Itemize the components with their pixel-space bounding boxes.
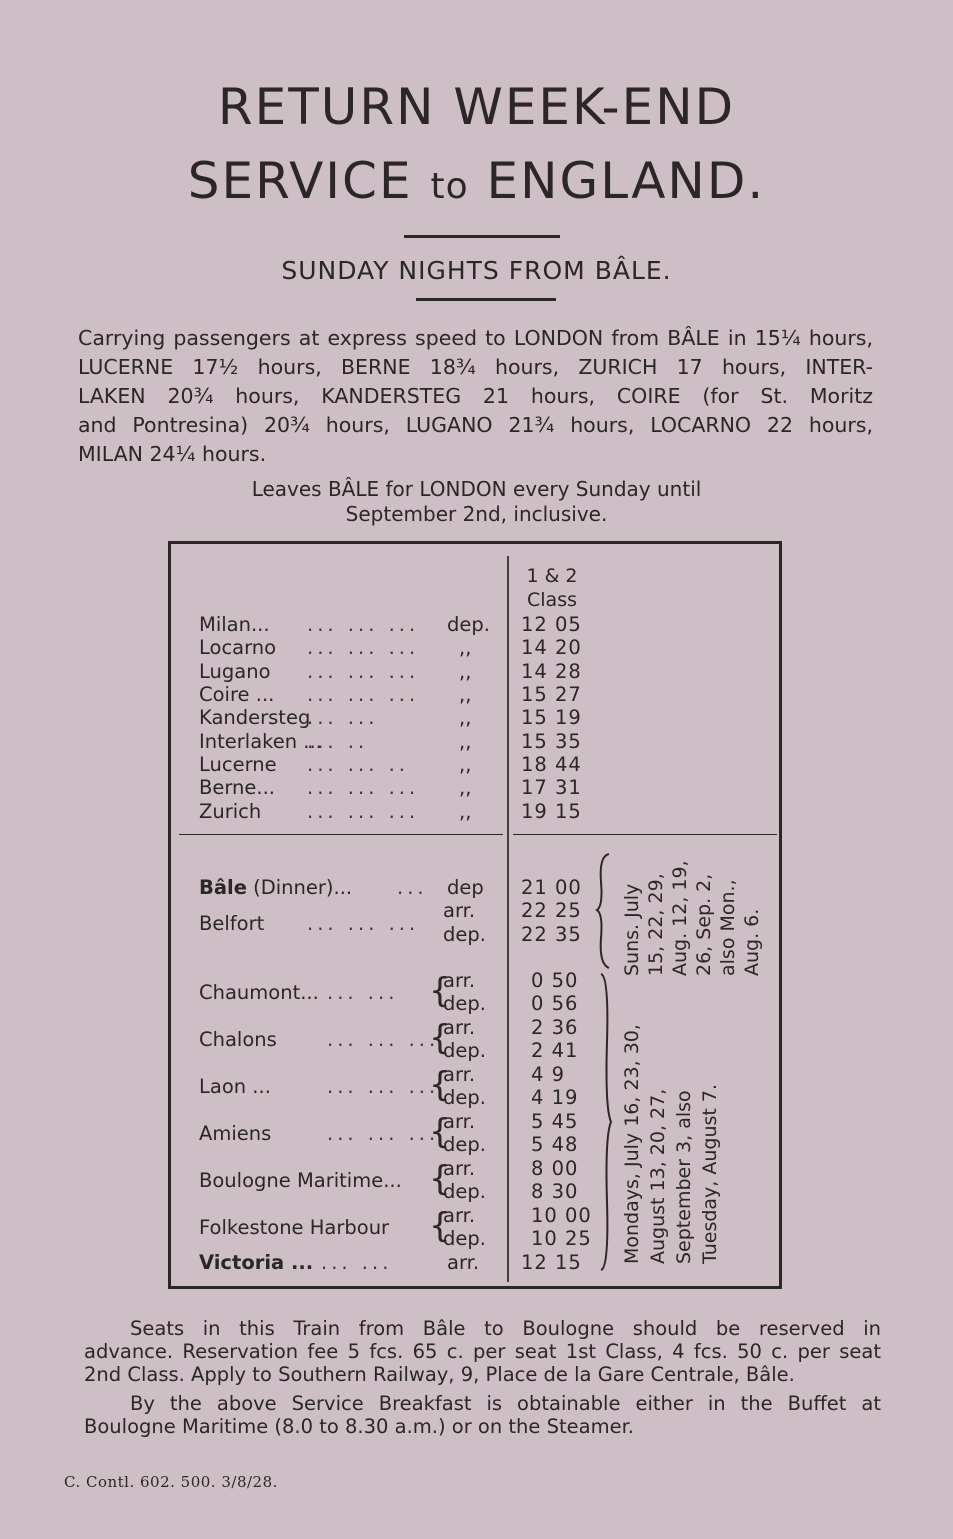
arr-dep-label: dep. — [447, 613, 490, 636]
footer-line: 2nd Class. Apply to Southern Railway, 9, Place de la Gare Centrale, Bâle. — [84, 1363, 795, 1386]
curly-bracket-upper — [595, 852, 615, 972]
row-brace-icon: { — [429, 1206, 451, 1246]
leader-dots: ... ... ... — [307, 636, 420, 659]
time-value: 15 27 — [521, 683, 582, 706]
time-value: 22 25 — [521, 899, 582, 922]
arr-dep-label: ,, — [459, 776, 472, 799]
arr-label: arr. — [443, 1063, 476, 1086]
note-lower-line: September 3, also — [673, 1090, 695, 1264]
station-name-bold: Bâle — [199, 876, 247, 899]
arr-dep-label: ,, — [459, 636, 472, 659]
dep-label: dep. — [443, 1039, 486, 1062]
row-brace-icon: { — [429, 1018, 451, 1058]
footer-line: By the above Service Breakfast is obtainable either in the Buffet at — [130, 1392, 881, 1415]
leader-dots: ... ... ... — [307, 800, 420, 823]
time-value: 15 19 — [521, 706, 582, 729]
intro-line: and Pontresina) 20¾ hours, LUGANO 21¾ hours, LOCARNO 22 hours, — [78, 413, 873, 437]
title-line-2 — [0, 152, 953, 210]
time-value: 5 45 — [531, 1110, 579, 1133]
arr-label: arr. — [443, 969, 476, 992]
row-brace-icon: { — [429, 1159, 451, 1199]
time-value: 12 15 — [521, 1251, 582, 1274]
time-value: 18 44 — [521, 753, 582, 776]
section-divider-left — [179, 834, 503, 835]
arr-label: arr. — [443, 899, 476, 922]
time-value: 5 48 — [531, 1133, 579, 1156]
time-value: 0 56 — [531, 992, 579, 1015]
leader-dots: ... — [397, 876, 428, 899]
title-line-2-part-a: SERVICE — [187, 152, 431, 210]
arr-label: arr. — [443, 1157, 476, 1180]
leaves-line-1: Leaves BÂLE for LONDON every Sunday until — [251, 477, 702, 501]
title-rule-top — [404, 235, 560, 238]
intro-paragraph — [78, 324, 873, 469]
leader-dots: ... ... ... — [307, 660, 420, 683]
footer-paragraph-2 — [84, 1392, 881, 1438]
title-line-2-part-b: to — [430, 166, 469, 207]
section-divider-right — [513, 834, 777, 835]
station-name: Interlaken ... — [199, 730, 322, 753]
station-name: Amiens — [199, 1122, 272, 1145]
note-lower-line: Tuesday, August 7. — [699, 1083, 721, 1264]
timetable-box — [168, 541, 782, 1289]
station-name: Chaumont... — [199, 981, 319, 1004]
arr-dep-label: ,, — [459, 730, 472, 753]
station-name: Milan... — [199, 613, 270, 636]
time-value: 21 00 — [521, 876, 582, 899]
row-brace-icon: { — [429, 1112, 451, 1152]
time-value: 19 15 — [521, 800, 582, 823]
leader-dots: ... ... ... — [307, 912, 420, 935]
note-lower-line: August 13, 20, 27, — [647, 1088, 669, 1264]
station-name: Chalons — [199, 1028, 277, 1051]
print-code: C. Contl. 602. 500. 3/8/28. — [64, 1473, 278, 1491]
class-header-line-1: 1 & 2 — [526, 565, 578, 587]
station-name: Berne... — [199, 776, 276, 799]
leader-dots: ... ... — [321, 1251, 393, 1274]
time-value: 8 30 — [531, 1180, 579, 1203]
leader-dots: ... ... — [307, 706, 379, 729]
station-name: Kandersteg — [199, 706, 311, 729]
class-header-line-2: Class — [527, 589, 577, 611]
arr-dep-label: ,, — [459, 800, 472, 823]
leader-dots: ... ... ... — [307, 683, 420, 706]
note-upper-line: Aug. 12, 19, — [669, 860, 691, 976]
dep-label: dep. — [443, 923, 486, 946]
station-name: Locarno — [199, 636, 277, 659]
station-name: Laon ... — [199, 1075, 271, 1098]
station-name: Folkestone Harbour — [199, 1216, 390, 1239]
curly-bracket-lower — [597, 972, 613, 1272]
station-name: Zurich — [199, 800, 262, 823]
time-value: 10 25 — [531, 1227, 592, 1250]
station-name: Lucerne — [199, 753, 277, 776]
time-value: 2 36 — [531, 1016, 579, 1039]
intro-line: Carrying passengers at express speed to LONDON from BÂLE in 15¼ hours, — [78, 326, 873, 350]
dep-label: dep. — [443, 1180, 486, 1203]
note-upper-line: 26, Sep. 2, — [693, 873, 715, 976]
note-lower-line: Mondays, July 16, 23, 30, — [621, 1024, 643, 1264]
intro-line: LUCERNE 17½ hours, BERNE 18¾ hours, ZURICH 17 hours, INTER- — [78, 355, 873, 379]
row-brace-icon: { — [429, 1065, 451, 1105]
dep-label: dep. — [443, 992, 486, 1015]
arr-label: arr. — [443, 1110, 476, 1133]
time-value: 8 00 — [531, 1157, 579, 1180]
title-rule-bottom — [416, 298, 556, 301]
time-value: 14 20 — [521, 636, 582, 659]
time-value: 12 05 — [521, 613, 582, 636]
time-value: 4 9 — [531, 1063, 566, 1086]
dep-label: dep. — [443, 1086, 486, 1109]
footer-paragraph-1 — [84, 1317, 881, 1386]
class-header — [517, 564, 587, 612]
row-brace-icon: { — [429, 971, 451, 1011]
note-upper-line: 15, 22, 29, — [645, 873, 667, 976]
leader-dots: ... .. — [307, 730, 369, 753]
intro-line: LAKEN 20¾ hours, KANDERSTEG 21 hours, COIRE (for St. Moritz — [78, 384, 873, 408]
leader-dots: ... ... ... — [307, 776, 420, 799]
subtitle: SUNDAY NIGHTS FROM BÂLE. — [281, 256, 672, 285]
dep-label: dep. — [443, 1133, 486, 1156]
time-value: 0 50 — [531, 969, 579, 992]
arr-dep-label: dep — [447, 876, 484, 899]
title-line-2-part-c: ENGLAND. — [468, 152, 766, 210]
leader-dots: ... ... ... — [327, 1075, 440, 1098]
note-upper-line: also Mon., — [717, 879, 739, 976]
time-value: 10 00 — [531, 1204, 592, 1227]
title-line-1: RETURN WEEK-END — [217, 78, 736, 136]
arr-dep-label: ,, — [459, 753, 472, 776]
arr-dep-label: ,, — [459, 706, 472, 729]
time-value: 17 31 — [521, 776, 582, 799]
time-value: 2 41 — [531, 1039, 579, 1062]
time-value: 4 19 — [531, 1086, 579, 1109]
leader-dots: ... ... ... — [327, 1122, 440, 1145]
note-upper-line: Suns. July — [621, 883, 643, 976]
station-name-suffix: (Dinner)... — [246, 876, 353, 899]
footer-line: Boulogne Maritime (8.0 to 8.30 a.m.) or on the Steamer. — [84, 1415, 634, 1438]
station-name: Victoria ... — [199, 1251, 314, 1274]
intro-line: MILAN 24¼ hours. — [78, 442, 267, 466]
station-name: Boulogne Maritime... — [199, 1169, 402, 1192]
arr-label: arr. — [443, 1204, 476, 1227]
leaves-line-2: September 2nd, inclusive. — [345, 502, 608, 526]
leader-dots: ... ... ... — [307, 613, 420, 636]
station-name: Belfort — [199, 912, 265, 935]
arr-dep-label: ,, — [459, 683, 472, 706]
station-name — [199, 876, 352, 900]
arr-label: arr. — [443, 1016, 476, 1039]
column-divider — [507, 556, 509, 1282]
arr-dep-label: arr. — [447, 1251, 480, 1274]
arr-dep-label: ,, — [459, 660, 472, 683]
time-value: 22 35 — [521, 923, 582, 946]
leader-dots: ... ... — [327, 981, 399, 1004]
station-name: Lugano — [199, 660, 271, 683]
dep-label: dep. — [443, 1227, 486, 1250]
leader-dots: ... ... ... — [327, 1028, 440, 1051]
footer-line: advance. Reservation fee 5 fcs. 65 c. per seat 1st Class, 4 fcs. 50 c. per seat — [84, 1340, 881, 1363]
station-name: Coire ... — [199, 683, 275, 706]
note-upper-line: Aug. 6. — [741, 908, 763, 976]
footer-line: Seats in this Train from Bâle to Boulogne should be reserved in — [130, 1317, 881, 1340]
time-value: 14 28 — [521, 660, 582, 683]
leader-dots: ... ... .. — [307, 753, 409, 776]
time-value: 15 35 — [521, 730, 582, 753]
